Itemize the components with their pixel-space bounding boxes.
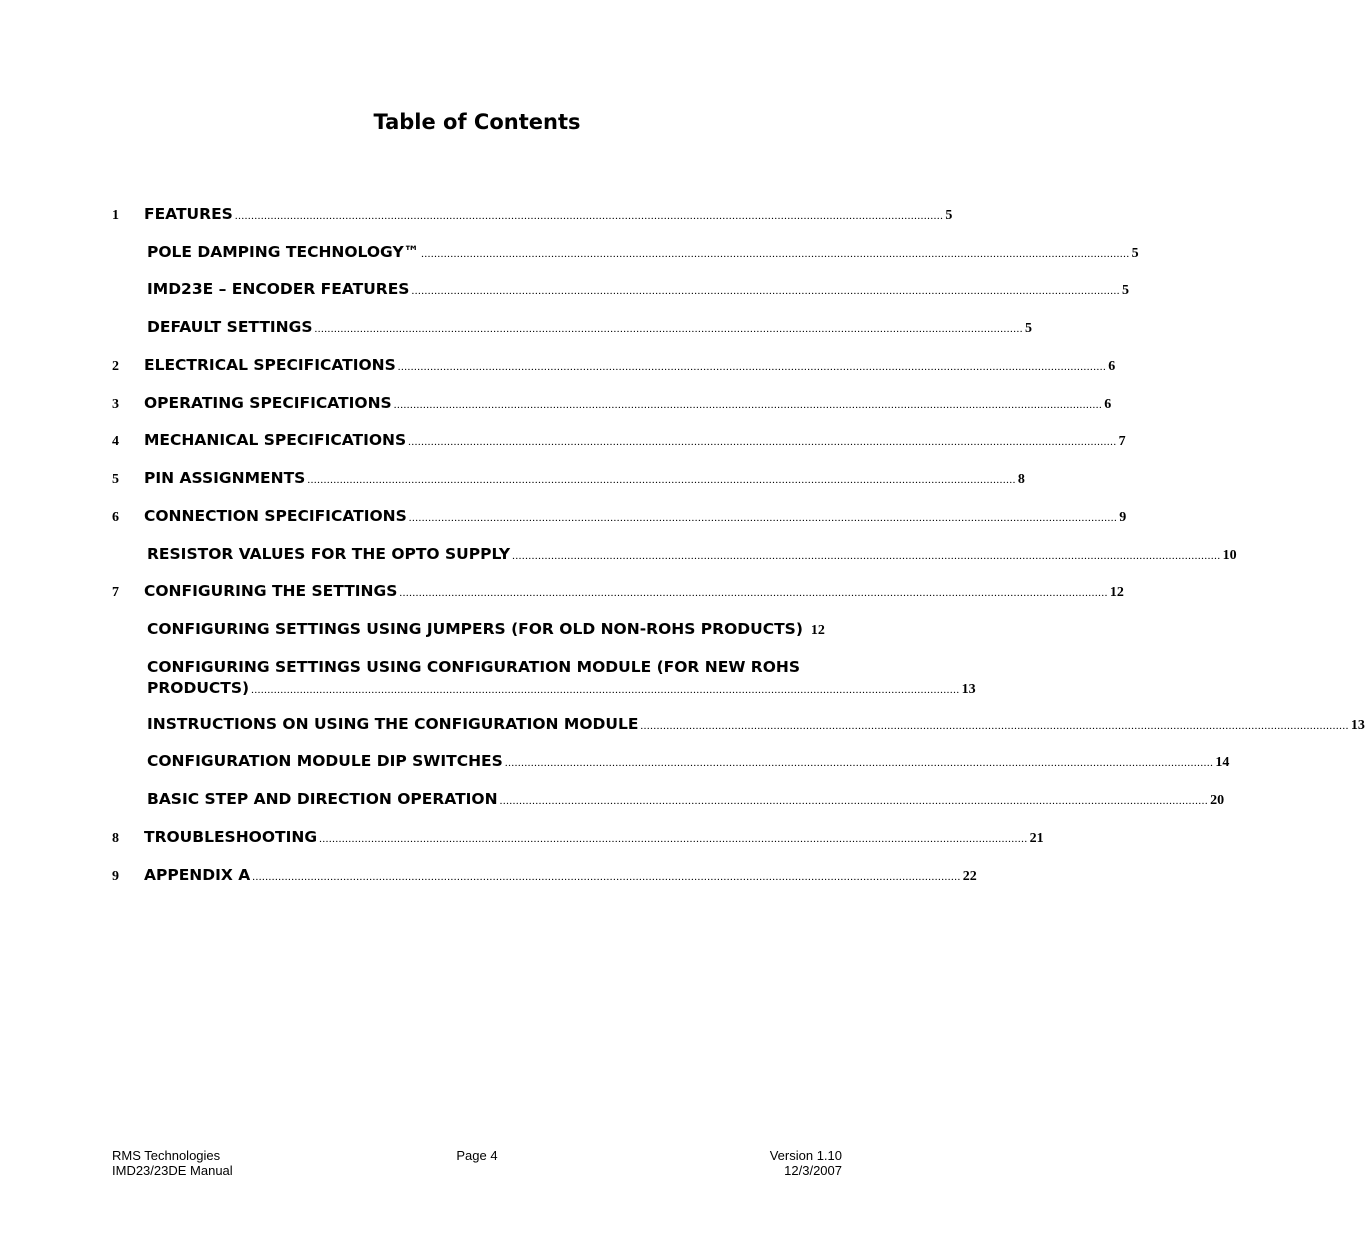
toc-leader: .......................................................................................................................................................................................................................... xyxy=(314,323,1024,335)
toc-page: 9 xyxy=(1119,510,1127,525)
toc-number: 1 xyxy=(112,208,119,223)
toc-leader: .......................................................................................................................................................................................................................... xyxy=(408,512,1118,524)
toc-leader: .......................................................................................................................................................................................................................... xyxy=(399,587,1108,599)
toc-page: 14 xyxy=(1215,755,1230,770)
toc-entry-mechanical[interactable] xyxy=(112,431,1126,450)
toc-entry-default-settings[interactable] xyxy=(112,318,1033,337)
toc-label: CONNECTION SPECIFICATIONS xyxy=(144,507,407,525)
toc-leader: .......................................................................................................................................................................................................................... xyxy=(512,550,1221,562)
toc-label-line2: PRODUCTS) xyxy=(147,679,250,697)
toc-entry-encoder-features[interactable] xyxy=(112,280,1129,299)
toc-page: 5 xyxy=(1121,283,1129,298)
toc-label: CONFIGURING THE SETTINGS xyxy=(144,582,398,600)
toc-entry-step-direction[interactable] xyxy=(112,790,1225,809)
toc-label: POLE DAMPING TECHNOLOGY™ xyxy=(147,243,420,261)
toc-leader: .......................................................................................................................................................................................................................... xyxy=(640,720,1349,732)
toc-entry-instructions[interactable] xyxy=(112,715,1365,734)
footer-manual: IMD23/23DE Manual xyxy=(112,1163,233,1178)
toc-page: 13 xyxy=(1350,718,1365,733)
toc-leader: .......................................................................................................................................................................................................................... xyxy=(393,399,1103,411)
page-title: Table of Contents xyxy=(373,110,581,134)
toc-label: INSTRUCTIONS ON USING THE CONFIGURATION MODULE xyxy=(147,715,639,733)
toc-leader: .......................................................................................................................................................................................................................... xyxy=(319,833,1028,845)
toc-entry-electrical[interactable] xyxy=(112,356,1116,375)
toc-page: 5 xyxy=(1025,321,1033,336)
toc-page: 10 xyxy=(1222,548,1237,563)
toc-entry-features[interactable] xyxy=(112,205,953,224)
toc-entry-troubleshooting[interactable] xyxy=(112,828,1044,847)
toc-number: 7 xyxy=(112,585,119,600)
toc-entry-operating[interactable] xyxy=(112,394,1112,413)
toc-page: 22 xyxy=(962,869,977,884)
toc-number: 9 xyxy=(112,869,119,884)
toc-label: FEATURES xyxy=(144,205,233,223)
toc-page: 7 xyxy=(1118,434,1126,449)
toc-leader: .......................................................................................................................................................................................................................... xyxy=(411,285,1120,297)
toc-leader: .......................................................................................................................................................................................................................... xyxy=(307,474,1016,486)
toc-page: 6 xyxy=(1108,359,1116,374)
footer-company: RMS Technologies xyxy=(112,1148,221,1163)
toc-label: PIN ASSIGNMENTS xyxy=(144,469,306,487)
toc-entry-config-module[interactable] xyxy=(112,658,976,698)
toc-label-line1: CONFIGURING SETTINGS USING CONFIGURATION MODULE (FOR NEW ROHS xyxy=(147,658,801,676)
toc-leader: .......................................................................................................................................................................................................................... xyxy=(421,248,1130,260)
toc-leader: .......................................................................................................................................................................................................................... xyxy=(251,684,960,696)
toc-leader: .......................................................................................................................................................................................................................... xyxy=(252,871,961,883)
toc-label: CONFIGURING SETTINGS USING JUMPERS (FOR OLD NON-ROHS PRODUCTS) xyxy=(147,620,803,638)
footer-page-number: Page 4 xyxy=(456,1148,498,1163)
toc-entry-appendix-a[interactable] xyxy=(112,866,977,885)
toc-leader: .......................................................................................................................................................................................................................... xyxy=(499,795,1209,807)
toc-leader: .......................................................................................................................................................................................................................... xyxy=(397,361,1107,373)
toc-number: 4 xyxy=(112,434,119,449)
toc-label: MECHANICAL SPECIFICATIONS xyxy=(144,431,407,449)
toc-label: ELECTRICAL SPECIFICATIONS xyxy=(144,356,396,374)
toc-page: 6 xyxy=(1104,397,1112,412)
toc-number: 8 xyxy=(112,831,119,846)
toc-number: 6 xyxy=(112,510,119,525)
footer-right xyxy=(770,1148,842,1178)
toc-page: 13 xyxy=(961,682,976,697)
toc-page: 21 xyxy=(1029,831,1044,846)
toc-leader: .......................................................................................................................................................................................................................... xyxy=(408,436,1117,448)
toc-page: 5 xyxy=(1131,246,1139,261)
toc-label: RESISTOR VALUES FOR THE OPTO SUPPLY xyxy=(147,545,511,563)
toc-label: DEFAULT SETTINGS xyxy=(147,318,313,336)
toc-page: 20 xyxy=(1210,793,1225,808)
toc-number: 3 xyxy=(112,397,119,412)
toc-label: IMD23E – ENCODER FEATURES xyxy=(147,280,410,298)
toc-entry-configuring[interactable] xyxy=(112,582,1124,601)
toc-entry-resistor-values[interactable] xyxy=(112,545,1237,564)
toc-leader: .......................................................................................................................................................................................................................... xyxy=(234,210,944,222)
toc-label: CONFIGURATION MODULE DIP SWITCHES xyxy=(147,752,503,770)
toc-label: APPENDIX A xyxy=(144,866,251,884)
toc-entry-pole-damping[interactable] xyxy=(112,243,1139,262)
toc-entry-pin-assignments[interactable] xyxy=(112,469,1025,488)
toc-label: BASIC STEP AND DIRECTION OPERATION xyxy=(147,790,498,808)
toc-leader: .......................................................................................................................................................................................................................... xyxy=(504,757,1214,769)
toc-number: 5 xyxy=(112,472,119,487)
toc-page: 12 xyxy=(810,623,825,638)
toc-page: 12 xyxy=(1109,585,1124,600)
toc-entry-jumpers[interactable] xyxy=(112,620,842,639)
toc-number: 2 xyxy=(112,359,119,374)
toc-label: OPERATING SPECIFICATIONS xyxy=(144,394,392,412)
toc-page: 5 xyxy=(945,208,953,223)
toc-entry-connection[interactable] xyxy=(112,507,1127,526)
toc-entry-dip-switches[interactable] xyxy=(112,752,1230,771)
toc-label: TROUBLESHOOTING xyxy=(144,828,318,846)
footer-version: Version 1.10 xyxy=(769,1148,842,1163)
footer-date: 12/3/2007 xyxy=(784,1163,842,1178)
toc-page: 8 xyxy=(1017,472,1025,487)
